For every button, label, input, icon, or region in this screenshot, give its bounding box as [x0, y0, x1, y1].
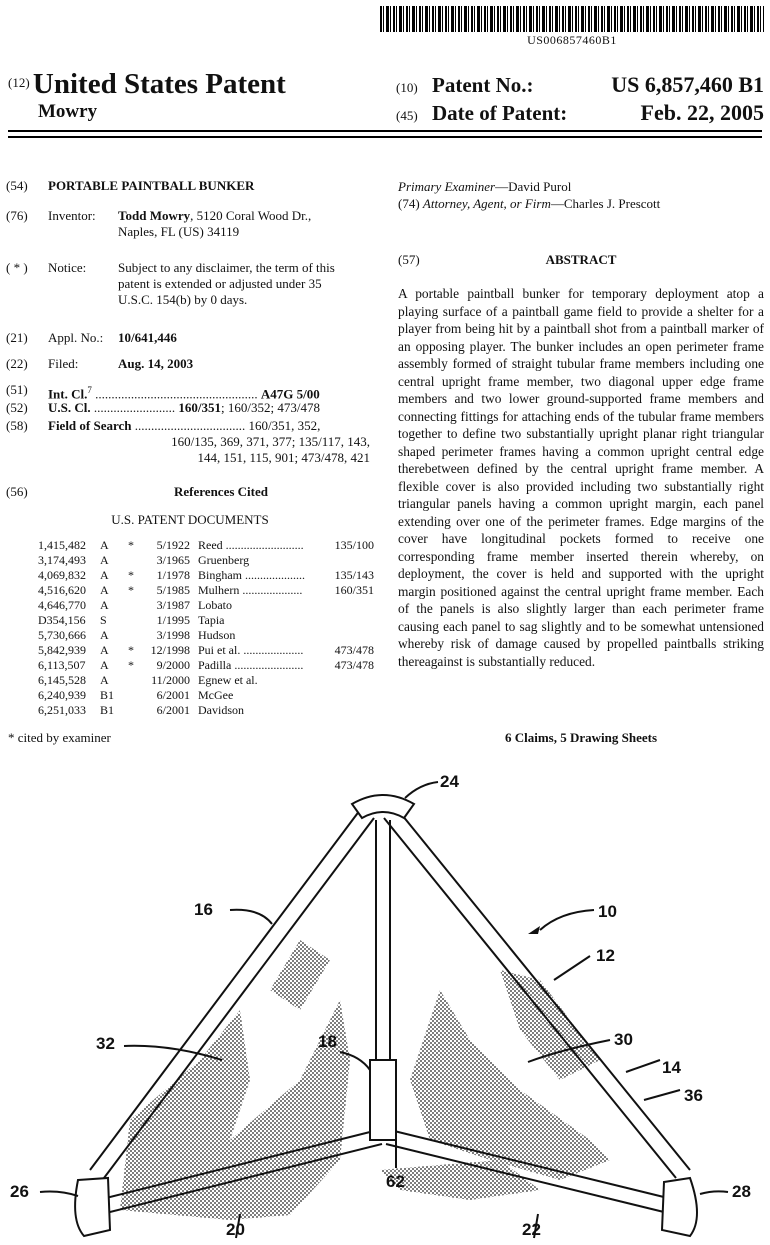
reference-num: 5,730,666	[38, 628, 86, 642]
ref-label-18: 18	[318, 1032, 337, 1051]
bunker-drawing	[0, 760, 770, 1245]
reference-name: Egnew et al.	[198, 673, 258, 687]
reference-star	[124, 613, 138, 628]
reference-cls	[327, 613, 374, 628]
document-number: US006857460B1	[527, 33, 617, 47]
ref-label-24: 24	[440, 772, 459, 791]
ref-label-26: 26	[10, 1182, 29, 1201]
reference-star: *	[128, 568, 134, 582]
ref-label-36: 36	[684, 1086, 703, 1105]
ref-label-20: 20	[226, 1220, 245, 1239]
reference-date: 12/1998	[150, 643, 190, 657]
reference-name: Reed ..........................	[198, 538, 304, 552]
reference-cls	[327, 688, 374, 703]
reference-row	[38, 688, 374, 703]
ref-label-16: 16	[194, 900, 213, 919]
reference-star: *	[128, 538, 134, 552]
reference-name: Tapia	[198, 613, 225, 627]
invention-title: PORTABLE PAINTBALL BUNKER	[48, 178, 255, 193]
claims-count: 6 Claims, 5 Drawing Sheets	[504, 730, 658, 745]
reference-kind: A	[100, 538, 109, 552]
reference-date: 1/1995	[156, 613, 190, 627]
reference-star	[124, 673, 138, 688]
reference-num: 6,113,507	[38, 658, 86, 672]
reference-star	[124, 628, 138, 643]
reference-num: 4,069,832	[38, 568, 86, 582]
reference-cls: 135/143	[334, 568, 374, 582]
fitting-26	[75, 1178, 110, 1236]
reference-kind: A	[100, 598, 109, 612]
reference-cls: 160/351	[334, 583, 374, 597]
reference-row	[38, 583, 374, 598]
cited-by-examiner-note: * cited by examiner	[8, 730, 111, 745]
reference-cls: 473/478	[334, 643, 374, 657]
reference-name: Mulhern ....................	[198, 583, 303, 597]
reference-star	[124, 553, 138, 568]
reference-kind: A	[100, 658, 109, 672]
reference-date: 5/1922	[156, 538, 190, 552]
field-of-search: (58) Field of Search .................................. 160/351, 352, 160/135, 369, 371, 377; 135/117, 143, 144, 151, 115, 901; 473/478, 421	[6, 418, 370, 465]
ref-label-62: 62	[386, 1172, 405, 1191]
abstract-heading-row: (57) ABSTRACT	[398, 252, 617, 267]
reference-name: Padilla .......................	[198, 658, 304, 672]
doc-type-heading: (12) United States Patent	[8, 68, 286, 100]
ref-label-12: 12	[596, 946, 615, 965]
inventor-surname: Mowry	[38, 101, 98, 122]
reference-name: Davidson	[198, 703, 244, 717]
field-notice: ( * ) Notice: Subject to any disclaimer, the term of this patent is extended or adjusted under 35 U.S.C. 154(b) by 0 days.	[6, 260, 335, 307]
examiner-block: Primary Examiner—David Purol (74) Attorney, Agent, or Firm—Charles J. Prescott	[398, 179, 661, 211]
reference-kind: A	[100, 568, 109, 582]
us-patent-documents-heading: U.S. PATENT DOCUMENTS	[111, 512, 269, 527]
field-int-cl: (51) Int. Cl.$^7$ .................................................. A47G 5/00	[6, 382, 320, 402]
reference-row	[38, 568, 374, 583]
fitting-62	[370, 1060, 396, 1140]
reference-cls	[327, 703, 374, 718]
reference-date: 3/1965	[156, 553, 190, 567]
reference-name: Lobato	[198, 598, 232, 612]
ref-label-28: 28	[732, 1182, 751, 1201]
reference-num: 1,415,482	[38, 538, 86, 552]
reference-row	[38, 598, 374, 613]
reference-cls	[327, 553, 374, 568]
reference-name: Gruenberg	[198, 553, 250, 567]
header-rule-1	[8, 130, 762, 132]
reference-kind: B1	[100, 703, 115, 717]
reference-cls	[327, 628, 374, 643]
fitting-24	[352, 795, 414, 818]
reference-date: 3/1987	[156, 598, 190, 612]
reference-num: 4,646,770	[38, 598, 86, 612]
reference-star	[124, 703, 138, 718]
field-us-cl: (52) U.S. Cl. ......................... 160/351; 160/352; 473/478	[6, 400, 320, 415]
reference-date: 1/1978	[156, 568, 190, 582]
reference-kind: S	[100, 613, 107, 627]
abstract-text: A portable paintball bunker for temporary deployment atop a playing surface of a paintball game field to provide a shelter for a player from being hit by a paintball shot from a paintball marker of an opposing player. The bunker includes an open perimeter frame assembly formed of straight tubular frame members including one central upright frame member, two diagonal upper edge frame members and two lower ground-supported frame members and connecting fittings for attaching ends of the tubular frame members together to define two substantially upright planar right triangular shaped perimeter frames having a common upright central edge therebetween defined by the central upright frame member. A flexible cover is also provided including two substantially right triangular panels having a common upright margin, each panel extending over one of the perimeter frames. Edge margins of the cover have longitudinal pockets formed to receive one corresponding frame member inserted therein whereby, on deployment, the cover is held and supported with the upright margin positioned against the central upright frame member. Each of the panels is also slightly larger than each perimeter frame causing each panel to sag slightly and to be somewhat untensioned whereby risk of damage caused by propelled paintballs striking thereagainst is substantially reduced.	[398, 286, 764, 669]
field-filed: (22) Filed: Aug. 14, 2003	[6, 356, 194, 371]
fitting-28	[662, 1178, 697, 1236]
ref-label-30: 30	[614, 1030, 633, 1049]
date-of-patent: Feb. 22, 2005	[640, 100, 764, 125]
reference-date: 6/2001	[156, 703, 190, 717]
patent-number: US 6,857,460 B1	[611, 72, 764, 97]
reference-cls	[327, 673, 374, 688]
reference-date: 9/2000	[156, 658, 190, 672]
reference-kind: A	[100, 643, 109, 657]
reference-num: 6,240,939	[38, 688, 86, 702]
reference-star: *	[128, 643, 134, 657]
reference-name: Pui et al. ....................	[198, 643, 304, 657]
reference-kind: B1	[100, 688, 115, 702]
reference-row	[38, 613, 374, 628]
reference-num: 5,842,939	[38, 643, 86, 657]
reference-num: 4,516,620	[38, 583, 86, 597]
reference-num: 3,174,493	[38, 553, 86, 567]
field-inventor: (76) Inventor: Todd Mowry, 5120 Coral Wood Dr., Naples, FL (US) 34119	[6, 208, 312, 239]
patent-number-row: (10) Patent No.: US 6,857,460 B1	[396, 72, 764, 97]
reference-num: D354,156	[38, 613, 86, 627]
reference-kind: A	[100, 673, 109, 687]
header-rule-2	[8, 136, 762, 138]
reference-date: 5/1985	[156, 583, 190, 597]
reference-date: 11/2000	[151, 673, 190, 687]
reference-kind: A	[100, 628, 109, 642]
reference-cls	[327, 598, 374, 613]
reference-name: Bingham ....................	[198, 568, 305, 582]
reference-name: McGee	[198, 688, 234, 702]
ref-label-10: 10	[598, 902, 617, 921]
reference-row	[38, 658, 374, 673]
reference-row	[38, 628, 374, 643]
reference-row	[38, 553, 374, 568]
right-panel-camo	[410, 990, 610, 1180]
reference-date: 6/2001	[156, 688, 190, 702]
reference-row	[38, 643, 374, 658]
reference-num: 6,251,033	[38, 703, 86, 717]
reference-kind: A	[100, 583, 109, 597]
ref-label-22: 22	[522, 1220, 541, 1239]
reference-num: 6,145,528	[38, 673, 86, 687]
reference-row	[38, 673, 374, 688]
reference-kind: A	[100, 553, 109, 567]
reference-row	[38, 538, 374, 553]
field-appl-no: (21) Appl. No.: 10/641,446	[6, 330, 177, 345]
reference-star	[124, 688, 138, 703]
reference-cls: 135/100	[334, 538, 374, 552]
reference-row	[38, 703, 374, 718]
field-references: (56) References Cited	[6, 484, 268, 499]
references-table	[38, 538, 374, 718]
date-of-patent-row: (45) Date of Patent: Feb. 22, 2005	[396, 100, 764, 125]
ref-label-14: 14	[662, 1058, 681, 1077]
reference-name: Hudson	[198, 628, 236, 642]
reference-star: *	[128, 658, 134, 672]
barcode	[380, 6, 764, 32]
reference-cls: 473/478	[334, 658, 374, 672]
reference-star	[124, 598, 138, 613]
reference-date: 3/1998	[156, 628, 190, 642]
ref-label-32: 32	[96, 1034, 115, 1053]
reference-star: *	[128, 583, 134, 597]
